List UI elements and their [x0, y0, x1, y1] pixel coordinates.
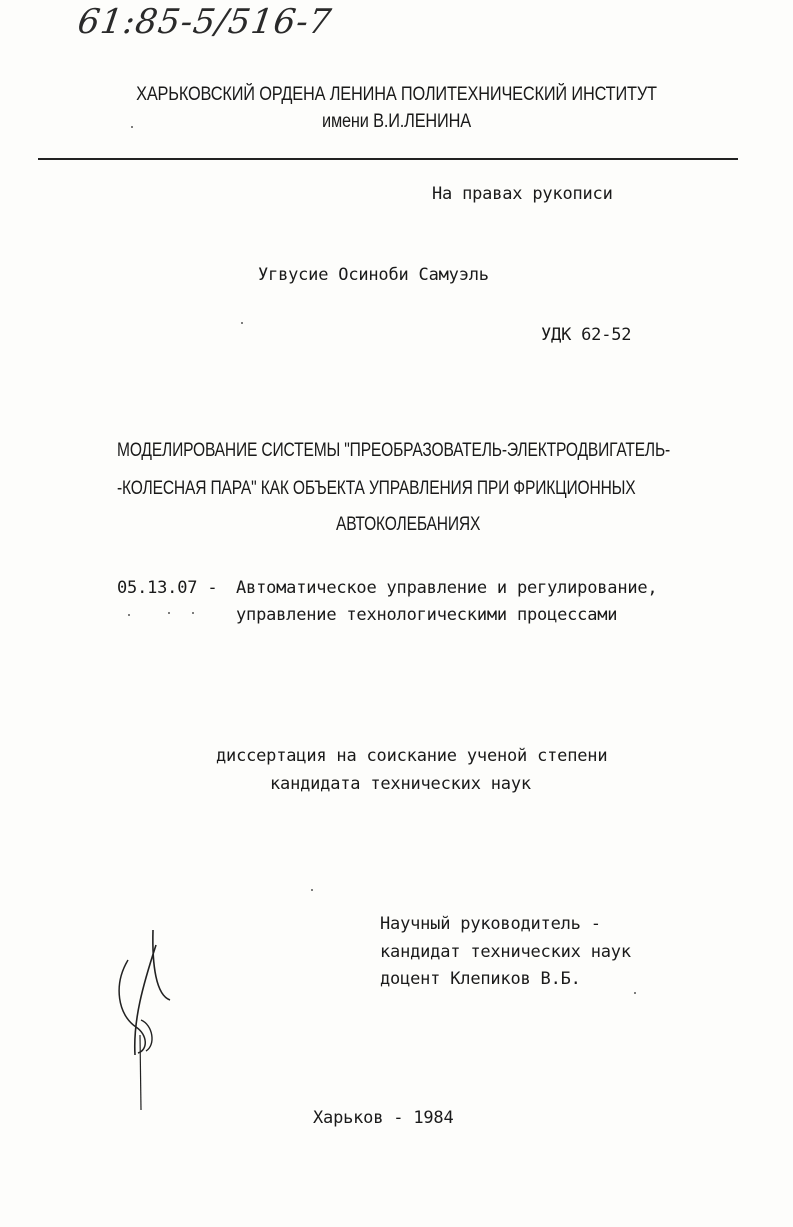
udc-code: УДК 62-52 [541, 325, 632, 345]
header-divider [38, 158, 738, 160]
archive-number: 61:85-5/516-7 [75, 2, 335, 42]
specialty-code: 05.13.07 - [117, 578, 218, 598]
supervisor-line-3: доцент Клепиков В.Б. [380, 969, 581, 989]
thesis-title-line-1: МОДЕЛИРОВАНИЕ СИСТЕМЫ "ПРЕОБРАЗОВАТЕЛЬ-ЭЛЕКТРОДВИГАТЕЛЬ- [117, 440, 671, 461]
scan-speck [634, 992, 636, 994]
specialty-name-line-1: Автоматическое управление и регулирование, [236, 578, 658, 598]
city-and-year: Харьков - 1984 [313, 1108, 454, 1128]
manuscript-rights: На правах рукописи [432, 184, 613, 204]
scan-speck [311, 889, 313, 891]
scan-speck [168, 612, 170, 614]
institute-name: ХАРЬКОВСКИЙ ОРДЕНА ЛЕНИНА ПОЛИТЕХНИЧЕСКИЙ ИНСТИТУТ [136, 84, 657, 105]
author-name: Угвусие Осиноби Самуэль [258, 265, 489, 285]
thesis-title-line-3: АВТОКОЛЕБАНИЯХ [336, 514, 481, 535]
dissertation-degree-line-2: кандидата технических наук [270, 774, 531, 794]
scan-speck [192, 612, 194, 614]
scan-speck [128, 614, 130, 616]
dissertation-degree-line-1: диссертация на соискание ученой степени [216, 746, 608, 766]
supervisor-line-1: Научный руководитель - [380, 914, 601, 934]
institute-named-after: имени В.И.ЛЕНИНА [322, 111, 471, 132]
scan-speck [131, 126, 133, 128]
scan-speck [241, 322, 243, 324]
handwritten-signature [108, 925, 198, 1115]
specialty-name-line-2: управление технологическими процессами [236, 605, 618, 625]
thesis-title-line-2: -КОЛЕСНАЯ ПАРА" КАК ОБЪЕКТА УПРАВЛЕНИЯ ПРИ ФРИКЦИОННЫХ [117, 478, 636, 499]
supervisor-line-2: кандидат технических наук [380, 942, 631, 962]
